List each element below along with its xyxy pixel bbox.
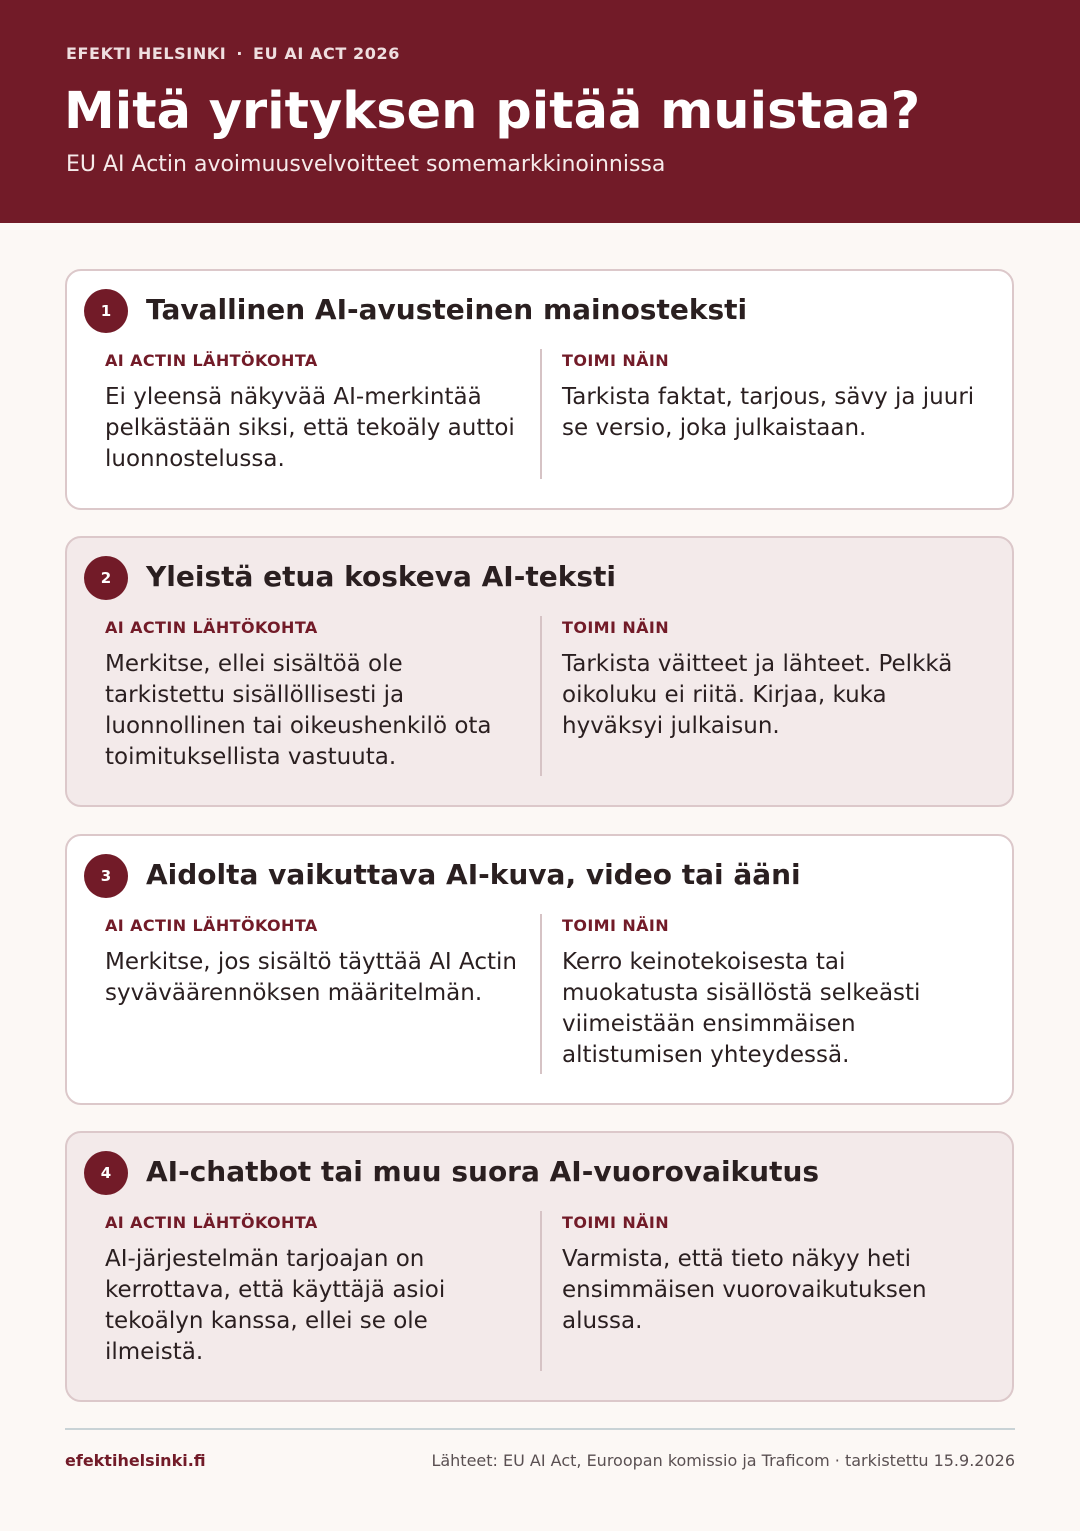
header-kicker: [66, 44, 400, 63]
kicker-separator: ·: [236, 44, 244, 63]
column-divider: [540, 349, 542, 479]
column-divider: [540, 914, 542, 1074]
guideline-card-2: [65, 536, 1014, 807]
action-label: TOIMI NÄIN: [562, 618, 670, 637]
action-text: Kerro keinotekoisesta tai muokatusta sisällöstä selkeästi viimeistään ensimmäisen altistumisen yhteydessä.: [562, 949, 921, 1068]
footer-divider: [65, 1428, 1015, 1430]
principle-label: AI ACTIN LÄHTÖKOHTA: [105, 916, 318, 935]
principle-text: AI-järjestelmän tarjoajan on kerrottava, että käyttäjä asioi tekoälyn kanssa, ellei se ole ilmeistä.: [105, 1246, 446, 1365]
column-divider: [540, 1211, 542, 1371]
action-label: TOIMI NÄIN: [562, 1213, 670, 1232]
brand-name: EFEKTI HELSINKI: [66, 44, 227, 63]
card-title: AI-chatbot tai muu suora AI-vuorovaikutus: [146, 1155, 820, 1188]
page-subtitle: EU AI Actin avoimuusvelvoitteet somemarkkinoinnissa: [66, 152, 666, 177]
action-text: Tarkista faktat, tarjous, sävy ja juuri se versio, joka julkaistaan.: [562, 384, 975, 441]
guideline-card-4: [65, 1131, 1014, 1402]
card-number-badge: 1: [84, 289, 128, 333]
action-text: Tarkista väitteet ja lähteet. Pelkkä oikoluku ei riitä. Kirjaa, kuka hyväksyi julkaisun.: [562, 651, 953, 739]
guideline-card-1: [65, 269, 1014, 510]
principle-label: AI ACTIN LÄHTÖKOHTA: [105, 351, 318, 370]
principle-text: Merkitse, ellei sisältöä ole tarkistettu sisällöllisesti ja luonnollinen tai oikeushenkilö ota toimituksellista vastuuta.: [105, 651, 492, 770]
page-title: Mitä yrityksen pitää muistaa?: [64, 82, 921, 141]
footer-site-link[interactable]: efektihelsinki.fi: [65, 1451, 206, 1470]
card-title: Tavallinen AI-avusteinen mainosteksti: [146, 293, 748, 326]
principle-label: AI ACTIN LÄHTÖKOHTA: [105, 618, 318, 637]
card-title: Yleistä etua koskeva AI-teksti: [146, 560, 616, 593]
action-text: Varmista, että tieto näkyy heti ensimmäisen vuorovaikutuksen alussa.: [562, 1246, 927, 1334]
header-tag: EU AI ACT 2026: [253, 44, 400, 63]
card-title: Aidolta vaikuttava AI-kuva, video tai ääni: [146, 858, 801, 891]
guideline-card-3: [65, 834, 1014, 1105]
principle-text: Ei yleensä näkyvää AI-merkintää pelkästään siksi, että tekoäly auttoi luonnostelussa.: [105, 384, 515, 472]
principle-text: Merkitse, jos sisältö täyttää AI Actin syväväärennöksen määritelmän.: [105, 949, 517, 1006]
action-label: TOIMI NÄIN: [562, 916, 670, 935]
card-number-badge: 3: [84, 854, 128, 898]
column-divider: [540, 616, 542, 776]
card-number-badge: 2: [84, 556, 128, 600]
page-header: [0, 0, 1080, 223]
footer-sources: Lähteet: EU AI Act, Euroopan komissio ja Traficom · tarkistettu 15.9.2026: [431, 1451, 1015, 1470]
card-number-badge: 4: [84, 1151, 128, 1195]
action-label: TOIMI NÄIN: [562, 351, 670, 370]
principle-label: AI ACTIN LÄHTÖKOHTA: [105, 1213, 318, 1232]
